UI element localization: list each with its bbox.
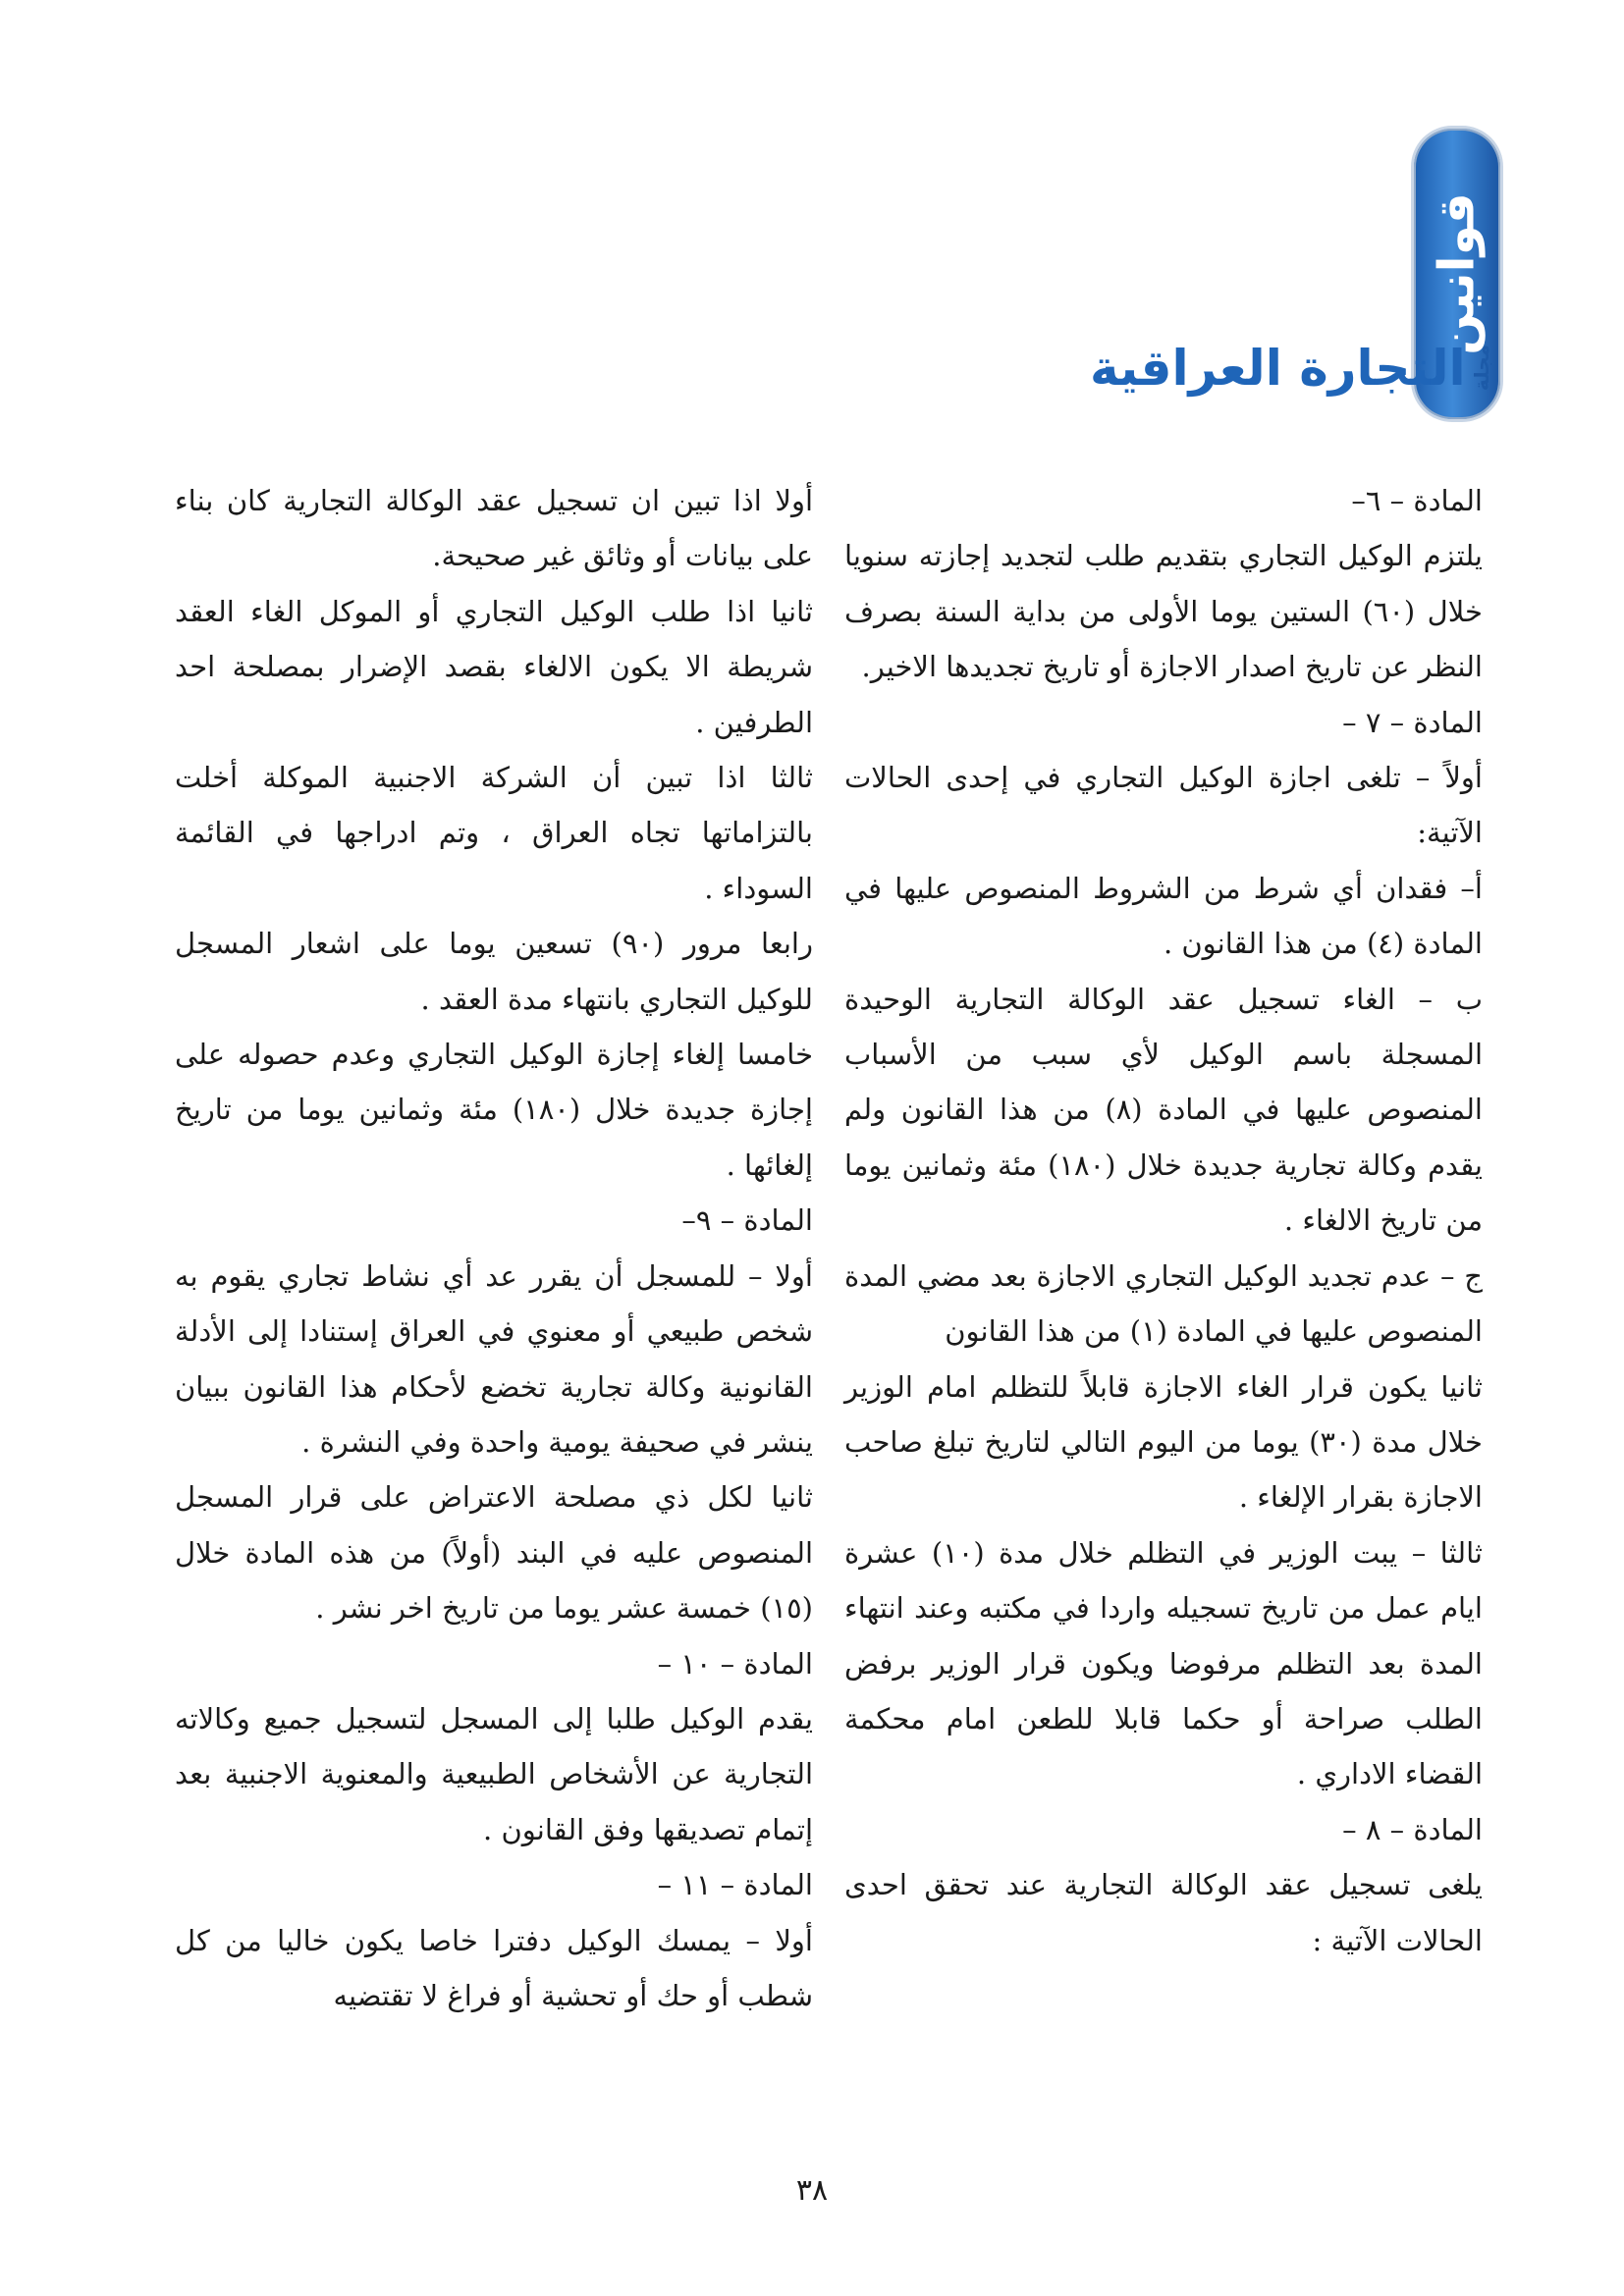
magazine-title: التجارة العراقية: [1090, 340, 1466, 397]
right-column: [844, 473, 1483, 1968]
paragraph: أولاً – تلغى اجازة الوكيل التجاري في إحدى الحالات الآتية:: [844, 761, 1483, 850]
page-number: ٣٨: [795, 2173, 829, 2208]
paragraph: ثالثا اذا تبين أن الشركة الاجنبية الموكلة أخلت بالتزاماتها تجاه العراق ، وتم ادراجها في القائمة السوداء .: [175, 761, 813, 905]
article-heading: المادة – ٦–: [1351, 484, 1483, 517]
left-column: [175, 473, 813, 2023]
article-heading: المادة – ٨ –: [1342, 1812, 1483, 1846]
magazine-label: مجلة: [1469, 345, 1493, 392]
article-heading: المادة – ١٠ –: [657, 1646, 813, 1681]
paragraph: يقدم الوكيل طلبا إلى المسجل لتسجيل جميع وكالاته التجارية عن الأشخاص الطبيعية والمعنوية الاجنبية بعد إتمام تصديقها وفق القانون .: [175, 1701, 813, 1846]
magazine-logo: [1090, 329, 1493, 407]
paragraph: ثانيا اذا طلب الوكيل التجاري أو الموكل الغاء العقد شريطة الا يكون الالغاء بقصد الإضرار بمصلحة احد الطرفين .: [175, 594, 813, 739]
paragraph: يلتزم الوكيل التجاري بتقديم طلب لتجديد إجازته سنويا خلال (٦٠) الستين يوما الأولى من بداية السنة بصرف النظر عن تاريخ اصدار الاجازة أو تاريخ تجديدها الاخير.: [844, 539, 1483, 684]
article-heading: المادة – ٩–: [681, 1203, 813, 1238]
paragraph: ب – الغاء تسجيل عقد الوكالة التجارية الوحيدة المسجلة باسم الوكيل لأي سبب من الأسباب المنصوص عليها في المادة (٨) من هذا القانون ولم يقدم وكالة تجارية جديدة خلال (١٨٠) مئة وثمانين يوما من تاريخ الالغاء .: [844, 982, 1483, 1238]
paragraph: رابعا مرور (٩٠) تسعين يوما على اشعار المسجل للوكيل التجاري بانتهاء مدة العقد .: [175, 927, 813, 1016]
paragraph: ج – عدم تجديد الوكيل التجاري الاجازة بعد مضي المدة المنصوص عليها في المادة (١) من هذا القانون: [844, 1258, 1483, 1349]
article-heading: المادة – ١١ –: [657, 1868, 813, 1902]
paragraph: ثانيا يكون قرار الغاء الاجازة قابلاً للتظلم امام الوزير خلال مدة (٣٠) يوما من اليوم التالي لتاريخ تبلغ صاحب الاجازة بقرار الإلغاء .: [844, 1369, 1483, 1515]
article-heading: المادة – ٧ –: [1342, 705, 1483, 739]
paragraph: يلغى تسجيل عقد الوكالة التجارية عند تحقق احدى الحالات الآتية :: [844, 1868, 1483, 1957]
paragraph: ثانيا لكل ذي مصلحة الاعتراض على قرار المسجل المنصوص عليه في البند (أولاً) من هذه المادة خلال (١٥) خمسة عشر يوما من تاريخ اخر نشر .: [175, 1480, 813, 1626]
paragraph: أولا اذا تبين ان تسجيل عقد الوكالة التجارية كان بناء على بيانات أو وثائق غير صحيحة.: [175, 484, 813, 573]
paragraph: أولا – للمسجل أن يقرر عد أي نشاط تجاري يقوم به شخص طبيعي أو معنوي في العراق إستنادا إلى الأدلة القانونية وكالة تجارية تخضع لأحكام هذا القانون ببيان ينشر في صحيفة يومية واحدة وفي النشرة .: [175, 1258, 813, 1459]
section-tab-label: قوانين: [1429, 192, 1486, 355]
paragraph: أ– فقدان أي شرط من الشروط المنصوص عليها في المادة (٤) من هذا القانون .: [844, 871, 1483, 961]
paragraph: خامسا إلغاء إجازة الوكيل التجاري وعدم حصوله على إجازة جديدة خلال (١٨٠) مئة وثمانين يوما من تاريخ إلغائها .: [175, 1038, 813, 1182]
paragraph: أولا – يمسك الوكيل دفترا خاصا يكون خاليا من كل شطب أو حك أو تحشية أو فراغ لا تقتضيه: [175, 1923, 813, 2012]
paragraph: ثالثا – يبت الوزير في التظلم خلال مدة (١٠) عشرة ايام عمل من تاريخ تسجيله واردا في مكتبه وعند انتهاء المدة بعد التظلم مرفوضا ويكون قرار الوزير برفض الطلب صراحة أو حكما قابلا للطعن امام محكمة القضاء الاداري .: [844, 1535, 1484, 1791]
